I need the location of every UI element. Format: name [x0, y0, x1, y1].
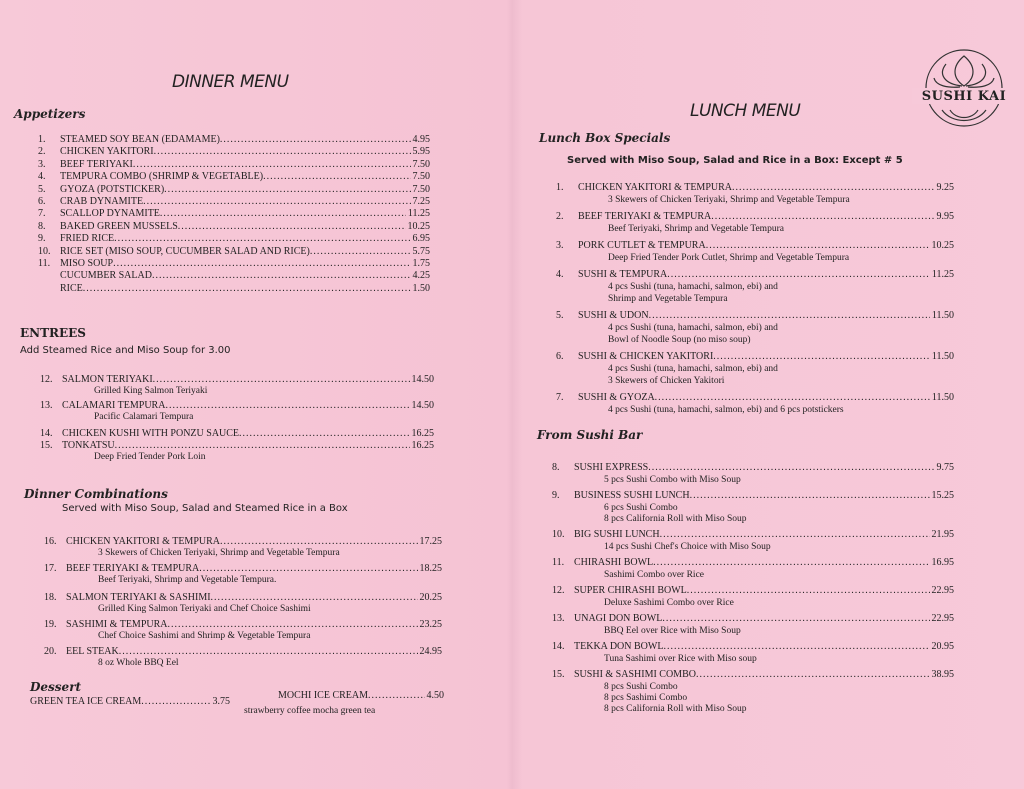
- item-description: Chef Choice Sashimi and Shrimp & Vegetable Tempura: [98, 631, 311, 641]
- leader-dots: [220, 134, 411, 145]
- item-number: 6.: [556, 351, 564, 362]
- item-number: 2.: [38, 146, 46, 158]
- item-description: 4 pcs Sushi (tuna, hamachi, salmon, ebi) and 6 pcs potstickers: [608, 405, 844, 415]
- item-description: 6 pcs Sushi Combo: [604, 503, 678, 513]
- menu-item: [38, 146, 430, 157]
- dessert-price: 4.50: [426, 690, 444, 701]
- item-number: 9.: [552, 490, 560, 501]
- leader-dots: [152, 270, 411, 281]
- leader-dots: [690, 490, 930, 501]
- item-description: 8 pcs Sashimi Combo: [604, 693, 688, 703]
- item-description: Shrimp and Vegetable Tempura: [608, 294, 728, 304]
- item-name: SUSHI & GYOZA: [578, 392, 655, 403]
- item-description: 8 pcs California Roll with Miso Soup: [604, 514, 747, 524]
- item-price: 7.50: [412, 171, 430, 183]
- item-price: 7.50: [412, 183, 430, 195]
- dessert-desc: strawberry coffee mocha green tea: [244, 706, 376, 716]
- item-number: 5.: [38, 183, 46, 195]
- item-name: SASHIMI & TEMPURA: [66, 619, 168, 630]
- item-number: 3.: [556, 240, 564, 251]
- item-name: CHICKEN KUSHI WITH PONZU SAUCE: [62, 428, 240, 439]
- menu-item: [40, 440, 434, 451]
- leader-dots: [119, 646, 418, 657]
- leader-dots: [153, 374, 410, 385]
- item-description: Pacific Calamari Tempura: [94, 412, 194, 422]
- item-name: SCALLOP DYNAMITE: [60, 208, 160, 220]
- item-price: 16.95: [931, 557, 954, 568]
- menu-item: [556, 310, 954, 321]
- leader-dots: [178, 221, 406, 232]
- item-number: 10.: [38, 245, 51, 257]
- item-description: 4 pcs Sushi (tuna, hamachi, salmon, ebi) and: [608, 364, 778, 374]
- item-price: 6.95: [412, 233, 430, 245]
- item-number: 9.: [38, 233, 46, 245]
- item-price: 7.50: [412, 158, 430, 170]
- item-name: RICE: [60, 282, 83, 294]
- item-price: 4.25: [412, 270, 430, 282]
- item-name: CUCUMBER SALAD: [60, 270, 152, 282]
- dinner-menu-title: DINNER MENU: [172, 72, 289, 92]
- item-number: 2.: [556, 211, 564, 222]
- menu-item: [552, 490, 954, 501]
- item-description: Tuna Sashimi over Rice with Miso soup: [604, 654, 757, 664]
- item-description: 3 Skewers of Chicken Teriyaki, Shrimp and Vegetable Tempura: [98, 548, 340, 558]
- combos-heading: Dinner Combinations: [24, 487, 168, 501]
- item-description: Beef Teriyaki, Shrimp and Vegetable Tempura.: [98, 575, 277, 585]
- item-number: 3.: [38, 158, 46, 170]
- leader-dots: [263, 171, 410, 182]
- leader-dots: [211, 592, 418, 603]
- item-number: 12.: [552, 585, 565, 596]
- item-price: 5.95: [412, 146, 430, 158]
- item-number: 13.: [552, 613, 565, 624]
- item-price: 14.50: [411, 374, 434, 385]
- item-name: RICE SET (MISO SOUP, CUCUMBER SALAD AND RICE): [60, 245, 310, 257]
- item-name: CHIRASHI BOWL: [574, 557, 654, 568]
- menu-item: [38, 171, 430, 182]
- leader-dots: [113, 258, 410, 269]
- menu-item: [38, 208, 430, 219]
- menu-item: [552, 529, 954, 540]
- item-description: 14 pcs Sushi Chef's Choice with Miso Soup: [604, 542, 771, 552]
- item-name: BAKED GREEN MUSSELS: [60, 220, 178, 232]
- menu-item: [38, 134, 430, 145]
- item-number: 8.: [552, 462, 560, 473]
- item-number: [38, 270, 60, 281]
- item-name: CRAB DYNAMITE: [60, 196, 144, 207]
- menu-item: [38, 233, 430, 244]
- item-name: TEMPURA COMBO (SHRIMP & VEGETABLE): [60, 171, 264, 183]
- item-number: 19.: [44, 619, 57, 630]
- item-price: 21.95: [931, 529, 954, 540]
- item-price: 22.95: [931, 613, 954, 624]
- item-number: 17.: [44, 563, 57, 574]
- item-price: 11.25: [931, 269, 954, 280]
- item-price: 15.25: [931, 490, 954, 501]
- item-number: 11.: [38, 258, 51, 269]
- item-name: BEEF TERIYAKI & TEMPURA: [578, 211, 712, 222]
- item-name: CALAMARI TEMPURA: [62, 400, 166, 411]
- item-name: UNAGI DON BOWL: [574, 613, 663, 624]
- item-name: BIG SUSHI LUNCH: [574, 529, 660, 540]
- item-description: 3 Skewers of Chicken Yakitori: [608, 376, 725, 386]
- dessert-item: [278, 690, 444, 701]
- item-price: 9.95: [936, 211, 954, 222]
- entrees-note: Add Steamed Rice and Miso Soup for 3.00: [20, 345, 231, 356]
- item-price: 11.50: [931, 392, 954, 403]
- menu-item: [38, 283, 430, 294]
- leader-dots: [115, 440, 410, 451]
- item-name: BUSINESS SUSHI LUNCH: [574, 490, 690, 501]
- menu-item: [38, 184, 430, 195]
- item-name: SUSHI & SASHIMI COMBO: [574, 669, 696, 680]
- menu-item: [38, 221, 430, 232]
- entrees-heading: ENTREES: [20, 326, 86, 340]
- menu-item: [556, 240, 954, 251]
- menu-item: [552, 462, 954, 473]
- appetizers-heading: Appetizers: [14, 107, 86, 121]
- menu-item: [44, 536, 442, 547]
- menu-item: [44, 592, 442, 603]
- item-name: TEKKA DON BOWL: [574, 641, 664, 652]
- item-number: 18.: [44, 592, 57, 603]
- item-price: 16.25: [411, 428, 434, 439]
- item-name: CHICKEN YAKITORI & TEMPURA: [66, 536, 220, 547]
- leader-dots: [154, 146, 411, 157]
- item-name: TONKATSU: [62, 440, 115, 451]
- item-number: 16.: [44, 536, 57, 547]
- item-number: 10.: [552, 529, 565, 540]
- item-name: CHICKEN YAKITORI & TEMPURA: [578, 182, 732, 193]
- menu-item: [556, 269, 954, 280]
- menu-item: [40, 374, 434, 385]
- menu-item: [38, 246, 430, 257]
- leader-dots: [143, 196, 410, 207]
- item-name: MISO SOUP: [60, 258, 114, 269]
- item-name: GYOZA (POTSTICKER): [60, 183, 165, 195]
- item-price: 18.25: [419, 563, 442, 574]
- leader-dots: [220, 536, 418, 547]
- item-description: 4 pcs Sushi (tuna, hamachi, salmon, ebi) and: [608, 323, 778, 333]
- leader-dots: [732, 182, 935, 193]
- item-number: 20.: [44, 646, 57, 657]
- item-price: 17.25: [419, 536, 442, 547]
- item-price: 5.75: [412, 245, 430, 257]
- leader-dots: [133, 159, 411, 170]
- item-price: 9.75: [936, 462, 954, 473]
- item-price: 14.50: [411, 400, 434, 411]
- leader-dots: [706, 240, 930, 251]
- dessert-name: MOCHI ICE CREAM: [278, 690, 369, 701]
- dessert-item: [30, 696, 230, 707]
- item-number: 13.: [40, 400, 53, 411]
- item-name: SUSHI & UDON: [578, 310, 649, 321]
- item-price: 11.50: [931, 351, 954, 362]
- item-description: 8 oz Whole BBQ Eel: [98, 658, 179, 668]
- item-name: SUSHI & TEMPURA: [578, 269, 668, 280]
- item-description: Sashimi Combo over Rice: [604, 570, 705, 580]
- leader-dots: [168, 619, 418, 630]
- dessert-name: GREEN TEA ICE CREAM: [30, 696, 142, 707]
- item-price: 20.25: [419, 592, 442, 603]
- item-name: CHICKEN YAKITORI: [60, 146, 154, 158]
- item-price: 7.25: [412, 196, 430, 207]
- item-name: SUSHI & CHICKEN YAKITORI: [578, 351, 714, 362]
- item-description: 5 pcs Sushi Combo with Miso Soup: [604, 475, 741, 485]
- item-description: Deep Fried Tender Pork Cutlet, Shrimp and Vegetable Tempura: [608, 253, 850, 263]
- leader-dots: [667, 269, 930, 280]
- item-price: 1.50: [412, 282, 430, 294]
- leader-dots: [83, 283, 411, 294]
- item-number: 1.: [38, 134, 46, 145]
- item-number: 7.: [556, 392, 564, 403]
- leader-dots: [648, 462, 934, 473]
- item-description: Grilled King Salmon Teriyaki and Chef Choice Sashimi: [98, 604, 311, 614]
- item-description: Deluxe Sashimi Combo over Rice: [604, 598, 734, 608]
- item-price: 4.95: [412, 134, 430, 145]
- item-price: 1.75: [412, 258, 430, 269]
- menu-item: [44, 619, 442, 630]
- item-name: BEEF TERIYAKI & TEMPURA: [66, 563, 200, 574]
- leader-dots: [165, 400, 409, 411]
- item-price: 10.25: [407, 220, 430, 232]
- item-number: 1.: [556, 182, 564, 193]
- leader-dots: [663, 641, 929, 652]
- item-number: 6.: [38, 196, 46, 207]
- menu-item: [552, 613, 954, 624]
- item-price: 9.25: [936, 182, 954, 193]
- item-description: 4 pcs Sushi (tuna, hamachi, salmon, ebi) and: [608, 282, 778, 292]
- item-number: 4.: [556, 269, 564, 280]
- menu-item: [552, 669, 954, 680]
- menu-item: [38, 270, 430, 281]
- item-price: 11.25: [407, 208, 430, 220]
- combos-note: Served with Miso Soup, Salad and Steamed Rice in a Box: [62, 503, 348, 514]
- leader-dots: [114, 233, 410, 244]
- item-name: SALMON TERIYAKI & SASHIMI: [66, 592, 211, 603]
- item-number: 15.: [552, 669, 565, 680]
- item-name: STEAMED SOY BEAN (EDAMAME): [60, 134, 220, 145]
- item-description: 3 Skewers of Chicken Teriyaki, Shrimp and Vegetable Tempura: [608, 195, 850, 205]
- lunch-box-heading: Lunch Box Specials: [539, 131, 671, 145]
- item-price: 38.95: [931, 669, 954, 680]
- menu-item: [38, 258, 430, 269]
- leader-dots: [696, 669, 930, 680]
- menu-item: [552, 557, 954, 568]
- item-number: [38, 283, 60, 294]
- brand-logo: [912, 48, 1016, 136]
- item-description: BBQ Eel over Rice with Miso Soup: [604, 626, 741, 636]
- item-name: SUPER CHIRASHI BOWL: [574, 585, 687, 596]
- item-description: 8 pcs Sushi Combo: [604, 682, 678, 692]
- item-price: 20.95: [931, 641, 954, 652]
- item-number: 7.: [38, 208, 46, 220]
- item-number: 15.: [40, 440, 53, 451]
- item-description: Bowl of Noodle Soup (no miso soup): [608, 335, 751, 345]
- menu-item: [556, 392, 954, 403]
- leader-dots: [711, 211, 934, 222]
- item-description: Deep Fried Tender Pork Loin: [94, 452, 206, 462]
- menu-item: [40, 428, 434, 439]
- item-number: 5.: [556, 310, 564, 321]
- leader-dots: [687, 585, 930, 596]
- sushi-bar-heading: From Sushi Bar: [537, 428, 643, 442]
- dessert-heading: Dessert: [30, 680, 82, 694]
- item-name: SALMON TERIYAKI: [62, 374, 153, 385]
- menu-item: [44, 563, 442, 574]
- menu-item: [44, 646, 442, 657]
- item-number: 14.: [40, 428, 53, 439]
- item-description: Beef Teriyaki, Shrimp and Vegetable Tempura: [608, 224, 784, 234]
- item-name: FRIED RICE: [60, 233, 115, 245]
- item-name: BEEF TERIYAKI: [60, 158, 133, 170]
- menu-item: [552, 641, 954, 652]
- menu-item: [552, 585, 954, 596]
- item-price: 10.25: [931, 240, 954, 251]
- lunch-menu-title: LUNCH MENU: [690, 101, 801, 121]
- leader-dots: [660, 529, 930, 540]
- item-price: 23.25: [419, 619, 442, 630]
- leader-dots: [655, 392, 930, 403]
- item-number: 11.: [552, 557, 565, 568]
- item-name: SUSHI EXPRESS: [574, 462, 649, 473]
- item-number: 4.: [38, 171, 46, 183]
- menu-item: [556, 211, 954, 222]
- item-name: EEL STEAK: [66, 646, 119, 657]
- item-description: 8 pcs California Roll with Miso Soup: [604, 704, 747, 714]
- item-price: 11.50: [931, 310, 954, 321]
- item-number: 8.: [38, 220, 46, 232]
- item-number: 12.: [40, 374, 53, 385]
- menu-item: [556, 182, 954, 193]
- item-price: 22.95: [931, 585, 954, 596]
- leader-dots: [662, 613, 929, 624]
- leader-dots: [164, 184, 410, 195]
- menu-item: [40, 400, 434, 411]
- leader-dots: [653, 557, 929, 568]
- leader-dots: [310, 246, 411, 257]
- leader-dots: [160, 208, 406, 219]
- leader-dots: [239, 428, 409, 439]
- dessert-price: 3.75: [212, 696, 230, 707]
- lunch-box-note: Served with Miso Soup, Salad and Rice in a Box: Except # 5: [567, 155, 903, 166]
- brand-name: SUSHI KAI: [921, 89, 1007, 104]
- item-name: PORK CUTLET & TEMPURA: [578, 240, 706, 251]
- leader-dots: [713, 351, 930, 362]
- leader-dots: [199, 563, 417, 574]
- item-description: Grilled King Salmon Teriyaki: [94, 386, 208, 396]
- menu-item: [38, 196, 430, 207]
- item-price: 24.95: [419, 646, 442, 657]
- item-price: 16.25: [411, 440, 434, 451]
- leader-dots: [649, 310, 930, 321]
- menu-item: [38, 159, 430, 170]
- item-number: 14.: [552, 641, 565, 652]
- menu-item: [556, 351, 954, 362]
